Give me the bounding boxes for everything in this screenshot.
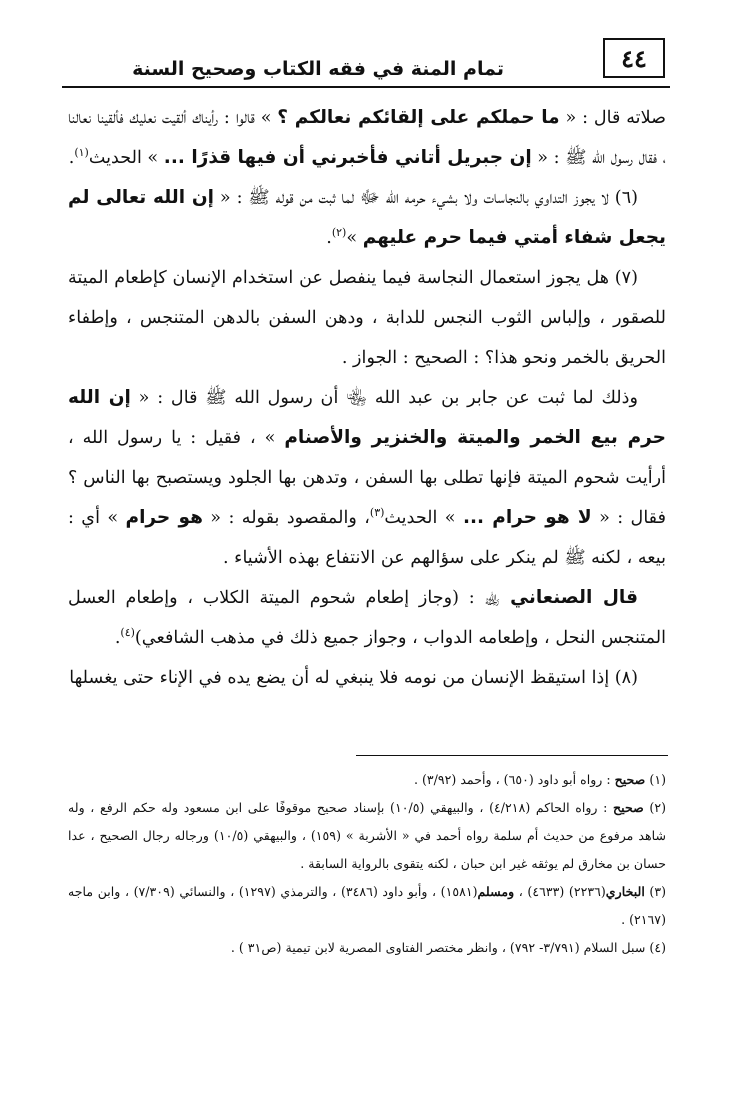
hadith-quote: إن الله حرم بيع الخمر والميتة والخنزير والأصنام bbox=[68, 387, 666, 448]
footnote-text: (١٥٨١) ، وأبو داود (٣٤٨٦) ، والترمذي (١٢٩٧) ، والنسائي (٧/٣٠٩) ، وابن ماجه (٢١٦٧) . bbox=[68, 884, 666, 927]
text-run: ﵀ : (وجاز إطعام شحوم الميتة الكلاب ، وإطعام العسل المتنجس النحل ، وإطعامه الدواب ، وجواز جميع ذلك في مذهب الشافعي) bbox=[68, 588, 666, 648]
text-run: . bbox=[114, 628, 121, 648]
paragraph-3: (٧) هل يجوز استعمال النجاسة فيما ينفصل عن استخدام الإنسان كإطعام الميتة للصقور ، وإلباس الثوب النجس للدابة ، ودهن السفن بالدهن المتنجس ، وإطفاء الحريق بالخمر ونحو هذا؟ : الصحيح : الجواز . bbox=[68, 268, 666, 368]
text-run: » bbox=[346, 228, 363, 248]
text-run: » الحديث bbox=[384, 508, 463, 528]
running-header-title: تمام المنة في فقه الكتاب وصحيح السنة bbox=[132, 58, 504, 80]
text-run: . bbox=[68, 148, 75, 168]
text-run: » الحديث bbox=[88, 148, 164, 168]
footnote-ref[interactable]: (٤) bbox=[120, 626, 135, 640]
grading-label: صحيح bbox=[613, 800, 644, 815]
text-run: (٦) لا يجوز التداوي بالنجاسات ولا بشيء حرمه الله ﷻ لما ثبت من قوله ﷺ : « bbox=[213, 188, 639, 208]
footnote-ref[interactable]: (١) bbox=[74, 146, 89, 160]
text-run: » أي : بيعه ، لكنه ﷺ لم ينكر على سؤالهم عن الانتفاع بهذه الأشياء . bbox=[68, 508, 666, 568]
hadith-quote: هو حرام bbox=[125, 507, 203, 528]
footnotes bbox=[68, 766, 666, 962]
paragraph-5 bbox=[68, 578, 666, 658]
source-name: ومسلم bbox=[477, 884, 515, 899]
paragraph-4 bbox=[68, 378, 666, 578]
footnote-1 bbox=[68, 766, 666, 794]
footnote-number: (١) bbox=[645, 772, 666, 787]
main-text bbox=[68, 98, 666, 698]
text-run: ، والمقصود بقوله : « bbox=[202, 508, 370, 528]
grading-label: صحيح bbox=[614, 772, 646, 787]
footnote-ref[interactable]: (٣) bbox=[369, 506, 385, 520]
footnote-text: (٢٢٣٦) (٤٦٣٣) ، bbox=[514, 884, 606, 899]
footnote-3 bbox=[68, 878, 666, 934]
page-number-text: ٤٤ bbox=[621, 43, 647, 73]
header-divider bbox=[62, 86, 670, 88]
text-run: » قالوا : رأيناك ألقيت نعليك فألقينا نعالنا ، فقال رسول الله ﷺ : « bbox=[68, 108, 666, 168]
footnote-4: (٤) سبل السلام (٣/٧٩١- ٧٩٢) ، وانظر مختصر الفتاوى المصرية لابن تيمية (ص٣١ ) . bbox=[230, 940, 666, 955]
page-number bbox=[603, 38, 665, 78]
footnote-text: : رواه أبو داود (٦٥٠) ، وأحمد (٣/٩٢) . bbox=[413, 772, 615, 787]
paragraph-6: (٨) إذا استيقظ الإنسان من نومه فلا ينبغي له أن يضع يده في الإناء حتى يغسلها bbox=[69, 668, 638, 688]
hadith-quote: ما حملكم على إلقائكم نعالكم ؟ bbox=[277, 107, 560, 128]
source-name: البخاري bbox=[605, 884, 645, 899]
footnote-number: (٢) bbox=[643, 800, 667, 815]
scholar-name: قال الصنعاني bbox=[510, 587, 638, 608]
footnote-text: : رواه الحاكم (٤/٢١٨) ، والبيهقي (١٠/٥) بإسناد صحيح موقوفًا على ابن مسعود وله حكم الرفع ، وله شاهد مرفوع من حديث أم سلمة رواه أحمد في « الأشربة » (١٥٩) ، والبيهقي (١٠/٥) ورجاله رجال الصحيح ، عدا حسان بن مخارق لم يوثقه غير ابن حبان ، لكنه يتقوى بالرواية السابقة . bbox=[68, 800, 667, 871]
footnote-divider bbox=[356, 755, 668, 756]
paragraph-2 bbox=[68, 178, 666, 258]
hadith-quote: إن جبريل أتاني فأخبرني أن فيها قذرًا ... bbox=[163, 147, 532, 168]
footnote-ref[interactable]: (٢) bbox=[331, 226, 347, 240]
text-run: . bbox=[326, 228, 332, 248]
footnote-number: (٣) bbox=[644, 884, 667, 899]
hadith-quote: إن الله تعالى لم يجعل شفاء أمتي فيما حرم عليهم bbox=[68, 187, 666, 248]
text-run: صلاته قال : « bbox=[559, 108, 667, 128]
hadith-quote: لا هو حرام ... bbox=[462, 507, 592, 528]
text-run: » ، فقيل : يا رسول الله ، أرأيت شحوم الميتة فإنها تطلى بها السفن ، وتدهن بها الجلود ويستصبح بها الناس ؟ فقال : « bbox=[68, 428, 666, 528]
text-run: وذلك لما ثبت عن جابر بن عبد الله ﵄ أن رسول الله ﷺ قال : « bbox=[130, 388, 638, 408]
footnote-2 bbox=[68, 794, 666, 878]
paragraph-1 bbox=[68, 98, 666, 178]
